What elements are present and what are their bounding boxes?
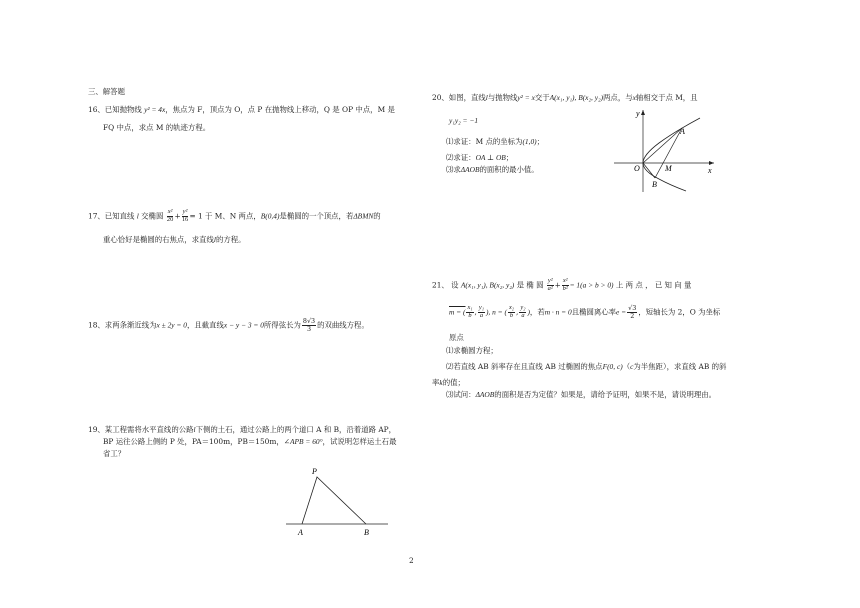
q17-eq-tail: = 1 xyxy=(189,211,203,221)
q21-sub-2-a: ⑵若直线 AB 斜率存在且直线 AB 过椭圆的焦点 xyxy=(446,362,603,371)
q21-sub-2-line-2 xyxy=(432,378,465,388)
q18-equation-2: x − y − 3 = 0 xyxy=(223,320,264,330)
q21-e-frac-den: 2 xyxy=(630,312,635,321)
q21-sub-1: ⑴求椭圆方程； xyxy=(446,346,498,355)
q17-fraction-y-den: 16 xyxy=(181,216,189,224)
q20-parabola-figure xyxy=(612,106,718,194)
q21-sub-2 xyxy=(446,362,726,372)
q21-m-frac-2-den: a xyxy=(479,312,484,320)
q17-line-2-a: 重心恰好是椭圆的右焦点，求直线 xyxy=(103,235,214,244)
q20-sub-3-b: ΔAOB xyxy=(460,165,480,174)
q21-sub-2-d: c xyxy=(630,362,634,371)
q17-text-2: 交椭圆 xyxy=(141,211,164,221)
q21-m-frac-1 xyxy=(466,305,473,320)
q21-text-6: ，短轴长为 2，O 为坐标 xyxy=(638,307,721,317)
q18-fraction-den: 3 xyxy=(306,325,312,334)
q16-text-1: 已知抛物线 xyxy=(104,105,142,114)
label-p: P xyxy=(312,467,317,476)
q20-sub-1-a: ⑴求证：M 点的坐标为 xyxy=(446,137,523,146)
q21-vector-m: m = ( xyxy=(449,307,466,317)
q21-e-frac-num: √3 xyxy=(628,304,637,312)
page-number: 2 xyxy=(409,556,414,565)
q21-e-frac xyxy=(627,305,637,320)
q19-line-2-a: BP 运往公路上侧的 P 处，PA＝100m，PB＝150m， xyxy=(103,437,284,446)
triangle-apb xyxy=(302,477,366,524)
q20-text-4: 两点，与 xyxy=(603,93,633,102)
q20-x-symbol: x xyxy=(632,93,636,102)
q19-line-3: 省工？ xyxy=(103,449,126,458)
q20-sub-1 xyxy=(446,137,544,147)
q21-sub-3-c: 的面积是否为定值？如果是，请给予证明，如果不是，请说明理由。 xyxy=(494,390,717,399)
q17-text-1: 已知直线 xyxy=(104,211,135,221)
q21-vector-n: ), n = ( xyxy=(485,307,507,317)
q21-sub-2-e: 为半焦距），求直线 AB 的斜 xyxy=(633,362,727,371)
q21-eq-tail: = 1(a > b > 0) xyxy=(569,280,614,290)
q21-points: A(x₁, y₁), B(x₂, y₂) xyxy=(460,280,515,290)
q19-angle: ∠APB = 60° xyxy=(283,437,323,446)
question-16 xyxy=(88,105,395,115)
q20-text-5: 轴相交于点 M，且 xyxy=(635,93,698,102)
q20-condition: y₁y₂ = −1 xyxy=(449,116,479,125)
q21-text-5: 且椭圆离心率 xyxy=(571,307,617,317)
q21-sub-2-b: F(0, c) xyxy=(602,362,623,371)
q16-equation: y² = 4x xyxy=(144,105,166,114)
q20-sub-1-c: ； xyxy=(536,137,545,146)
q20-sub-3-c: 的面积的最小值。 xyxy=(479,165,539,174)
q18-fraction-num: 8√3 xyxy=(302,317,316,325)
label-b: B xyxy=(364,528,369,537)
q19-triangle-figure xyxy=(282,464,392,542)
q17-text-3: 于 M、N 两点， xyxy=(205,211,261,221)
q17-point: B(0,4) xyxy=(260,211,280,221)
q21-m-frac-1-num: x₁ xyxy=(467,304,473,311)
q21-m-frac-2 xyxy=(478,305,485,320)
q21-text-1: 、 设 xyxy=(441,280,459,290)
section-title: 三、解答题 xyxy=(88,87,125,96)
q17-line-2-l: l xyxy=(213,235,216,244)
q17-line-2 xyxy=(103,235,246,245)
q17-number: 17、 xyxy=(88,211,105,221)
q19-text-2: 下侧的土石，通过公路上的两个道口 A 和 B，沿着道路 AP， xyxy=(195,425,397,434)
q21-sub-2-line-2-a: 率 xyxy=(432,378,440,387)
q20-sub-3 xyxy=(446,165,539,175)
q18-fraction xyxy=(302,318,316,333)
fig-label-o: O xyxy=(634,164,640,173)
q18-text-3: 所得弦长为 xyxy=(263,320,301,330)
question-21 xyxy=(432,278,691,293)
q21-fraction-y xyxy=(547,278,554,293)
q21-dot-product: m · n = 0 xyxy=(544,307,572,317)
q19-line-2 xyxy=(103,437,396,447)
q21-m-frac-1-den: b xyxy=(468,312,472,320)
q21-number: 21 xyxy=(432,280,442,290)
q19-text-1: 某工程需将水平直线的公路 xyxy=(104,425,194,434)
fig-label-x: x xyxy=(708,166,712,175)
q21-n-frac-2 xyxy=(519,305,526,320)
x-axis-arrow xyxy=(709,161,714,165)
y-axis-arrow xyxy=(641,110,645,115)
q17-fraction-x-num: x² xyxy=(167,208,173,215)
q21-text-4: ，若 xyxy=(529,307,545,317)
q21-fraction-x xyxy=(562,278,569,293)
q20-sub-2-b: OA ⊥ OB xyxy=(475,153,506,162)
q21-n-frac-1-den: b xyxy=(509,312,514,320)
q21-line-2: m = ( $\frac{\text{x₁}}{b}$ , $\frac{\text{y₁}}{a}$ ), n = ( $\frac{\text{x₂}}{b}$ , $\frac{\text{y₂}}{a}$ )，若m · n = 0且椭圆离心率e = $\frac{√3}{2}$ ，短轴长为 2，O 为坐标 xyxy=(449,304,721,321)
fig-label-a: A xyxy=(680,127,685,136)
q17-text-4: 是椭圆的一个顶点，若 xyxy=(279,211,354,221)
question-18 xyxy=(88,318,369,333)
q21-sub-2-line-2-b: 的值； xyxy=(442,378,465,387)
q21-line-3: 原点 xyxy=(449,333,464,342)
q21-sub-3-a: ⑶试问： xyxy=(446,390,476,399)
q21-text-2: 是 椭 圆 xyxy=(516,280,544,290)
question-20 xyxy=(432,93,698,103)
q18-equation-1: x ± 2y = 0 xyxy=(156,320,187,330)
q20-text-1: 如图，直线 xyxy=(448,93,486,102)
q17-fraction-x xyxy=(167,209,174,224)
q21-fraction-y-den: a² xyxy=(547,285,553,293)
label-a: A xyxy=(298,528,303,537)
q20-sub-2-c: ； xyxy=(505,153,514,162)
q20-sub-3-a: ⑶求 xyxy=(446,165,461,174)
q20-sub-1-b: (1,0) xyxy=(522,137,537,146)
q21-n-frac-1-num: x₂ xyxy=(508,304,515,311)
q20-sub-2 xyxy=(446,153,513,163)
q20-line-symbol: l xyxy=(485,93,488,102)
q18-text-1: 求两条渐近线为 xyxy=(104,320,157,330)
q21-fraction-y-num: y² xyxy=(547,277,553,284)
q21-fraction-x-num: x² xyxy=(562,277,568,284)
fig-label-m: M xyxy=(665,164,672,173)
q20-number: 20、 xyxy=(432,93,449,102)
segment-oa xyxy=(643,128,682,163)
q20-points: A(x₁, y₁), B(x₂, y₂) xyxy=(549,93,604,102)
q18-text-4: 的双曲线方程。 xyxy=(317,320,369,330)
fig-label-y: y xyxy=(636,109,640,118)
q16-text-2: ，焦点为 F，顶点为 O，点 P 在抛物线上移动，Q 是 OP 中点，M 是 xyxy=(165,105,395,114)
q16-number: 16、 xyxy=(88,105,105,114)
q17-fraction-y-num: y² xyxy=(182,208,188,215)
q21-eccentricity: e = xyxy=(616,307,627,317)
q20-sub-2-a: ⑵求证： xyxy=(446,153,476,162)
q17-line-symbol: l xyxy=(136,211,139,221)
q17-plus: + xyxy=(174,211,181,221)
q17-text-5: 的 xyxy=(373,211,381,221)
question-19 xyxy=(88,425,396,435)
q21-text-3: 上 两 点 ， 已 知 向 量 xyxy=(615,280,692,290)
q16-line-2: FQ 中点，求点 M 的轨迹方程。 xyxy=(103,123,211,132)
q18-number: 18、 xyxy=(88,320,105,330)
q19-line-2-b: ，试说明怎样运土石最 xyxy=(322,437,397,446)
q21-close-paren: ) xyxy=(527,307,530,317)
fig-label-b: B xyxy=(652,180,657,189)
q21-n-frac-2-den: a xyxy=(521,312,525,320)
q21-n-frac-1 xyxy=(508,305,515,320)
q20-text-2: 与抛物线 xyxy=(487,93,518,102)
q21-n-frac-2-num: y₂ xyxy=(520,304,526,311)
q21-sub-3-b: ΔAOB xyxy=(475,390,495,399)
question-17 xyxy=(88,209,381,224)
q19-line-symbol: l xyxy=(193,425,196,434)
q17-line-2-b: 的方程。 xyxy=(215,235,246,244)
q21-m-frac-2-num: y₁ xyxy=(478,304,484,311)
q21-plus: + xyxy=(554,280,561,290)
q19-number: 19、 xyxy=(88,425,105,434)
segment-ob xyxy=(643,163,655,178)
q21-sub-2-line-2-k: k xyxy=(439,378,443,387)
q21-sub-2-c: （ xyxy=(622,362,631,371)
q21-fraction-x-den: b² xyxy=(562,285,568,293)
q18-text-2: ，且截直线 xyxy=(186,320,224,330)
q21-sub-3 xyxy=(446,390,716,400)
q20-equation: y² = x xyxy=(517,93,535,102)
q17-fraction-x-den: 20 xyxy=(166,216,174,224)
q17-triangle: ΔBMN xyxy=(353,211,374,221)
q17-fraction-y xyxy=(182,209,189,224)
q20-text-3: 交于 xyxy=(534,93,550,102)
